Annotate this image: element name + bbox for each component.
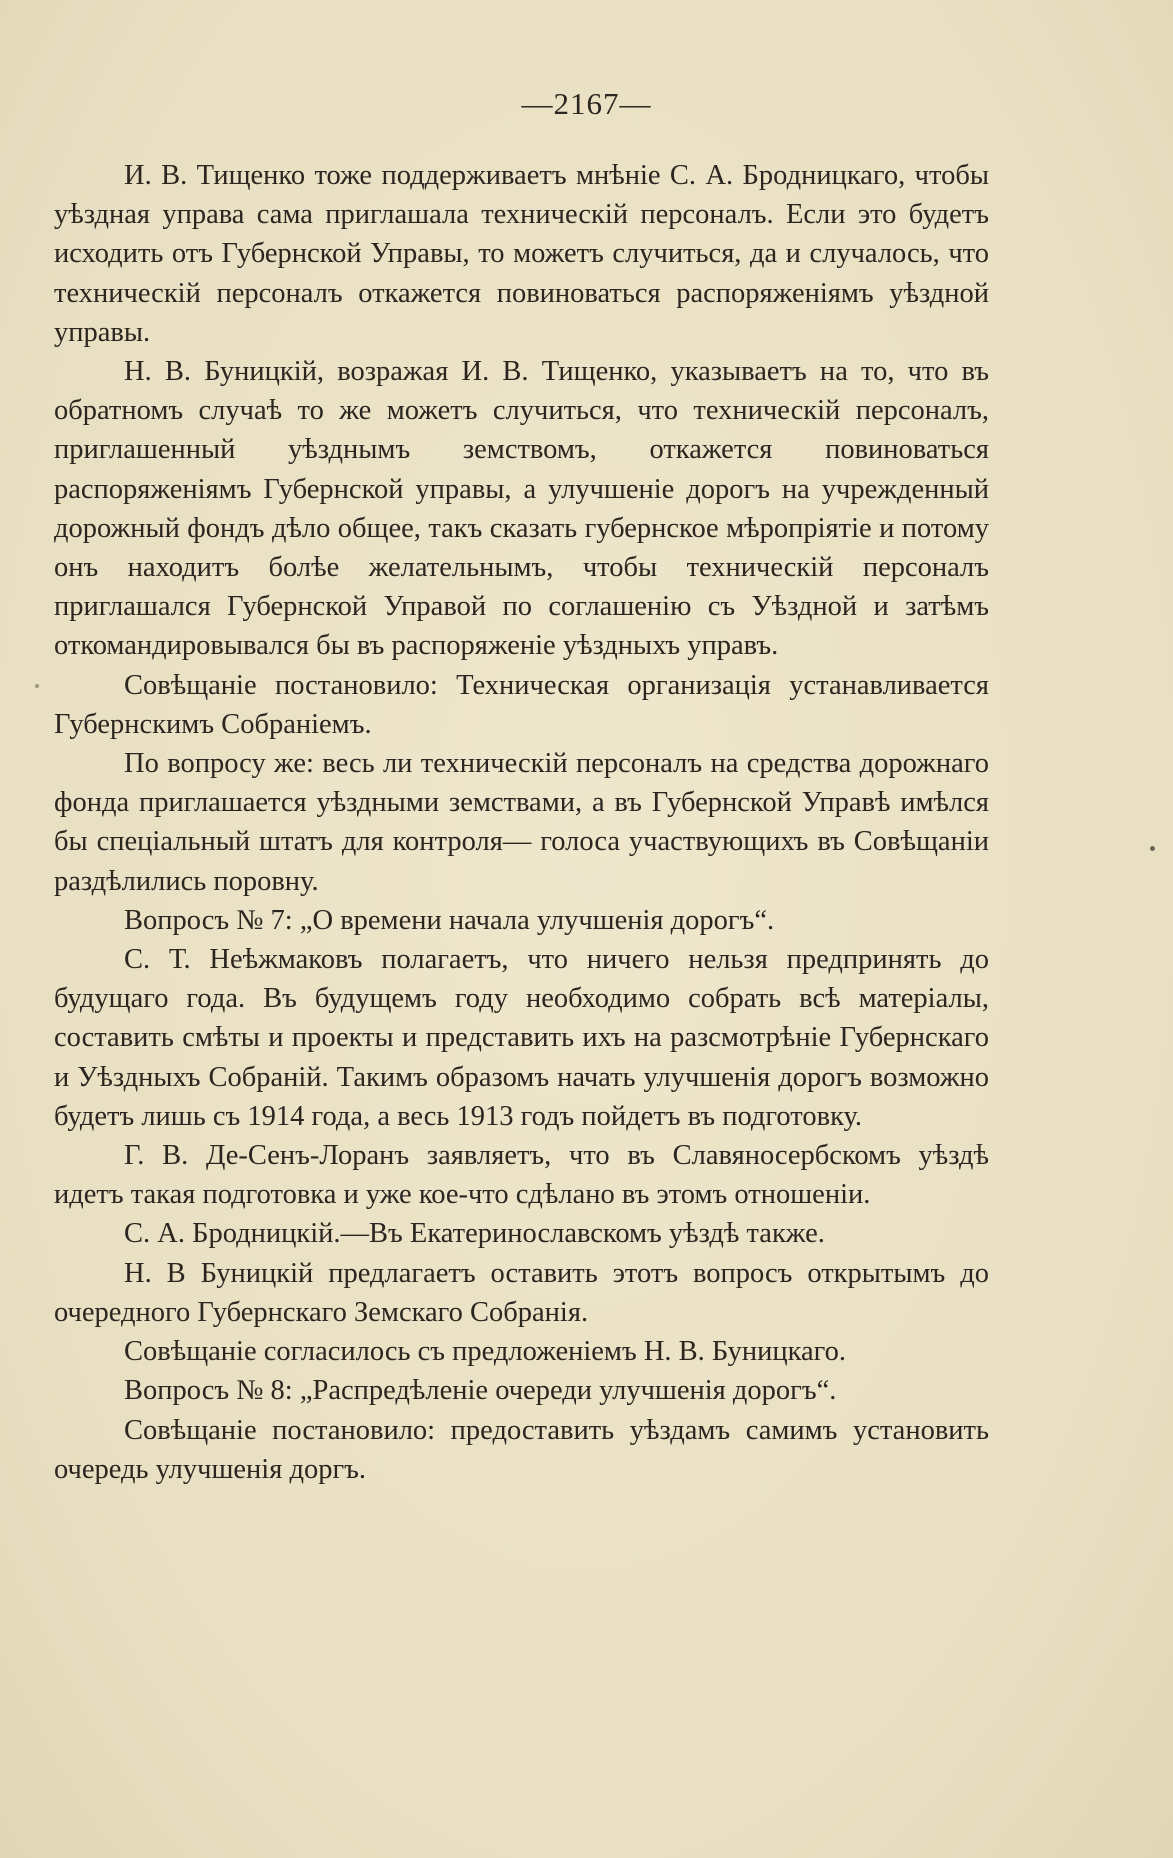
paragraph-resolution-technical-organization: Совѣщаніе постановило: Техническая организація устанавливается Губернскимъ Собраніемъ. bbox=[54, 669, 989, 740]
body-text bbox=[54, 156, 989, 1489]
paragraph-question-7: Вопросъ № 7: „О времени начала улучшенія дорогъ“. bbox=[124, 904, 775, 936]
paper-speck bbox=[35, 684, 39, 688]
paragraph-de-saint-laurent: Г. В. Де-Сенъ-Лоранъ заявляетъ, что въ Славяносербскомъ уѣздѣ идетъ такая подготовка и уже кое-что сдѣлано въ этомъ отношеніи. bbox=[54, 1140, 989, 1211]
paragraph-bunitsky-objection: Н. В. Буницкій, возражая И. В. Тищенко, указываетъ на то, что въ обратномъ случаѣ то же можетъ случиться, что техническій персоналъ, приглашенный уѣзднымъ земствомъ, откажется повиноваться распоряженіямъ Губернской управы, а улучшеніе дорогъ на учрежденный дорожный фондъ дѣло общее, такъ сказать губернское мѣропріятіе и потому онъ находитъ болѣе желательнымъ, чтобы техническій персоналъ приглашался Губернской Управой по соглашенію съ Уѣздной и затѣмъ откомандировывался бы въ распоряженіе уѣздныхъ управъ. bbox=[54, 356, 989, 662]
paragraph-bunitsky-proposal: Н. В Буницкій предлагаетъ оставить этотъ вопросъ открытымъ до очередного Губернскаго Земскаго Собранія. bbox=[54, 1257, 989, 1328]
paragraph-staff-vote: По вопросу же: весь ли техническій персоналъ на средства дорожнаго фонда приглашается уѣздными земствами, а въ Губернской Управѣ имѣлся бы спеціальный штатъ для контроля— голоса участвующихъ въ Совѣщаніи раздѣлились поровну. bbox=[54, 748, 989, 897]
paragraph-neezhmakov: С. Т. Неѣжмаковъ полагаетъ, что ничего нельзя предпринять до будущаго года. Въ будущемъ году необходимо собрать всѣ матеріалы, составить смѣты и проекты и представить ихъ на разсмотрѣніе Губернскаго и Уѣздныхъ Собраній. Такимъ образомъ начать улучшенія дорогъ возможно будетъ лишь съ 1914 года, а весь 1913 годъ пойдетъ въ подготовку. bbox=[54, 944, 989, 1132]
page-number: —2167— bbox=[521, 86, 652, 121]
paper-speck bbox=[1150, 846, 1155, 851]
paragraph-tishchenko-opinion: И. В. Тищенко тоже поддерживаетъ мнѣніе С. А. Бродницкаго, чтобы уѣздная управа сама приглашала техническій персоналъ. Если это будетъ исходить отъ Губернской Управы, то можетъ случиться, да и случалось, что техническій персоналъ откажется повиноваться распоряженіямъ уѣздной управы. bbox=[54, 160, 989, 348]
paragraph-question-8: Вопросъ № 8: „Распредѣленіе очереди улучшенія дорогъ“. bbox=[124, 1375, 837, 1407]
paragraph-final-resolution: Совѣщаніе постановило: предоставить уѣздамъ самимъ установить очередь улучшенія доргъ. bbox=[54, 1414, 989, 1485]
paragraph-brodnitsky: С. А. Бродницкій.—Въ Екатеринославскомъ уѣздѣ также. bbox=[124, 1218, 825, 1250]
paragraph-agreement: Совѣщаніе согласилось съ предложеніемъ Н. В. Буницкаго. bbox=[124, 1336, 847, 1368]
